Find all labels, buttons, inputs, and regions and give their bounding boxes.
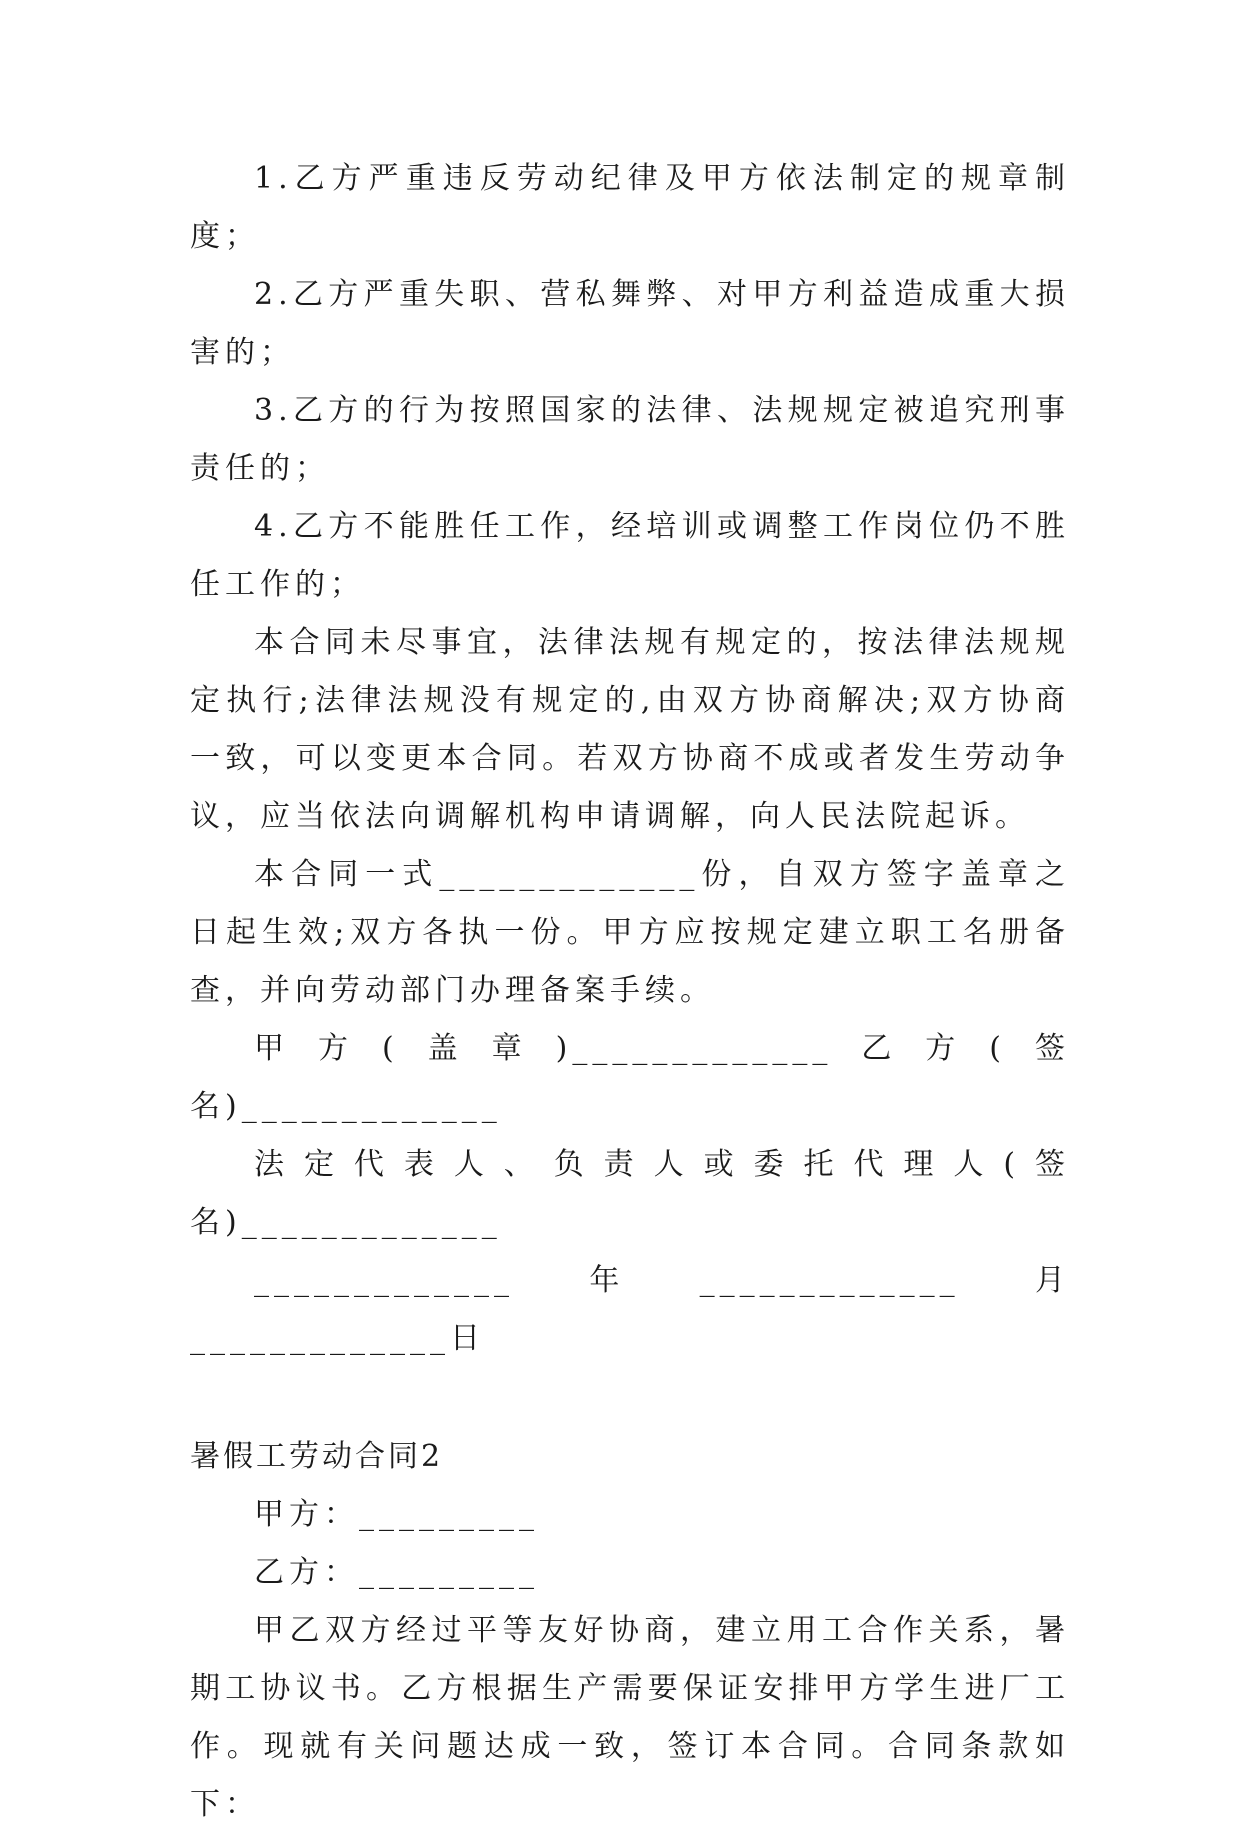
contract-intro: 甲乙双方经过平等友好协商，建立用工合作关系，暑期工协议书。乙方根据生产需要保证安排甲方学生进厂工作。现就有关问题达成一致，签订本合同。合同条款如下： (190, 1613, 1070, 1822)
clause-item-1: 1.乙方严重违反劳动纪律及甲方依法制定的规章制度； (190, 161, 1070, 254)
party-b-line: 乙方：_________ (254, 1555, 539, 1590)
clause-item-3: 3.乙方的行为按照国家的法律、法规规定被追究刑事责任的； (190, 393, 1070, 486)
date-line: _____________年_____________月_____________日 (190, 1263, 1070, 1356)
clause-copies: 本合同一式_____________份，自双方签字盖章之日起生效;双方各执一份。甲方应按规定建立职工名册备查，并向劳动部门办理备案手续。 (190, 857, 1070, 1008)
clause-item-2: 2.乙方严重失职、营私舞弊、对甲方利益造成重大损害的； (190, 277, 1070, 370)
section-title: 暑假工劳动合同2 (190, 1439, 444, 1474)
clause-item-4: 4.乙方不能胜任工作，经培训或调整工作岗位仍不胜任工作的； (190, 509, 1070, 602)
document-page (190, 150, 1070, 1834)
section-spacer (190, 1368, 1070, 1428)
signature-line-representative: 法定代表人、负责人或委托代理人(签名)_____________ (190, 1147, 1070, 1240)
signature-line-parties: 甲方(盖章)_____________乙方(签名)_____________ (190, 1031, 1070, 1124)
party-a-line: 甲方：_________ (254, 1497, 539, 1532)
clause-unresolved-matters: 本合同未尽事宜，法律法规有规定的，按法律法规规定执行;法律法规没有规定的,由双方协商解决;双方协商一致，可以变更本合同。若双方协商不成或者发生劳动争议，应当依法向调解机构申请调解，向人民法院起诉。 (190, 625, 1070, 834)
